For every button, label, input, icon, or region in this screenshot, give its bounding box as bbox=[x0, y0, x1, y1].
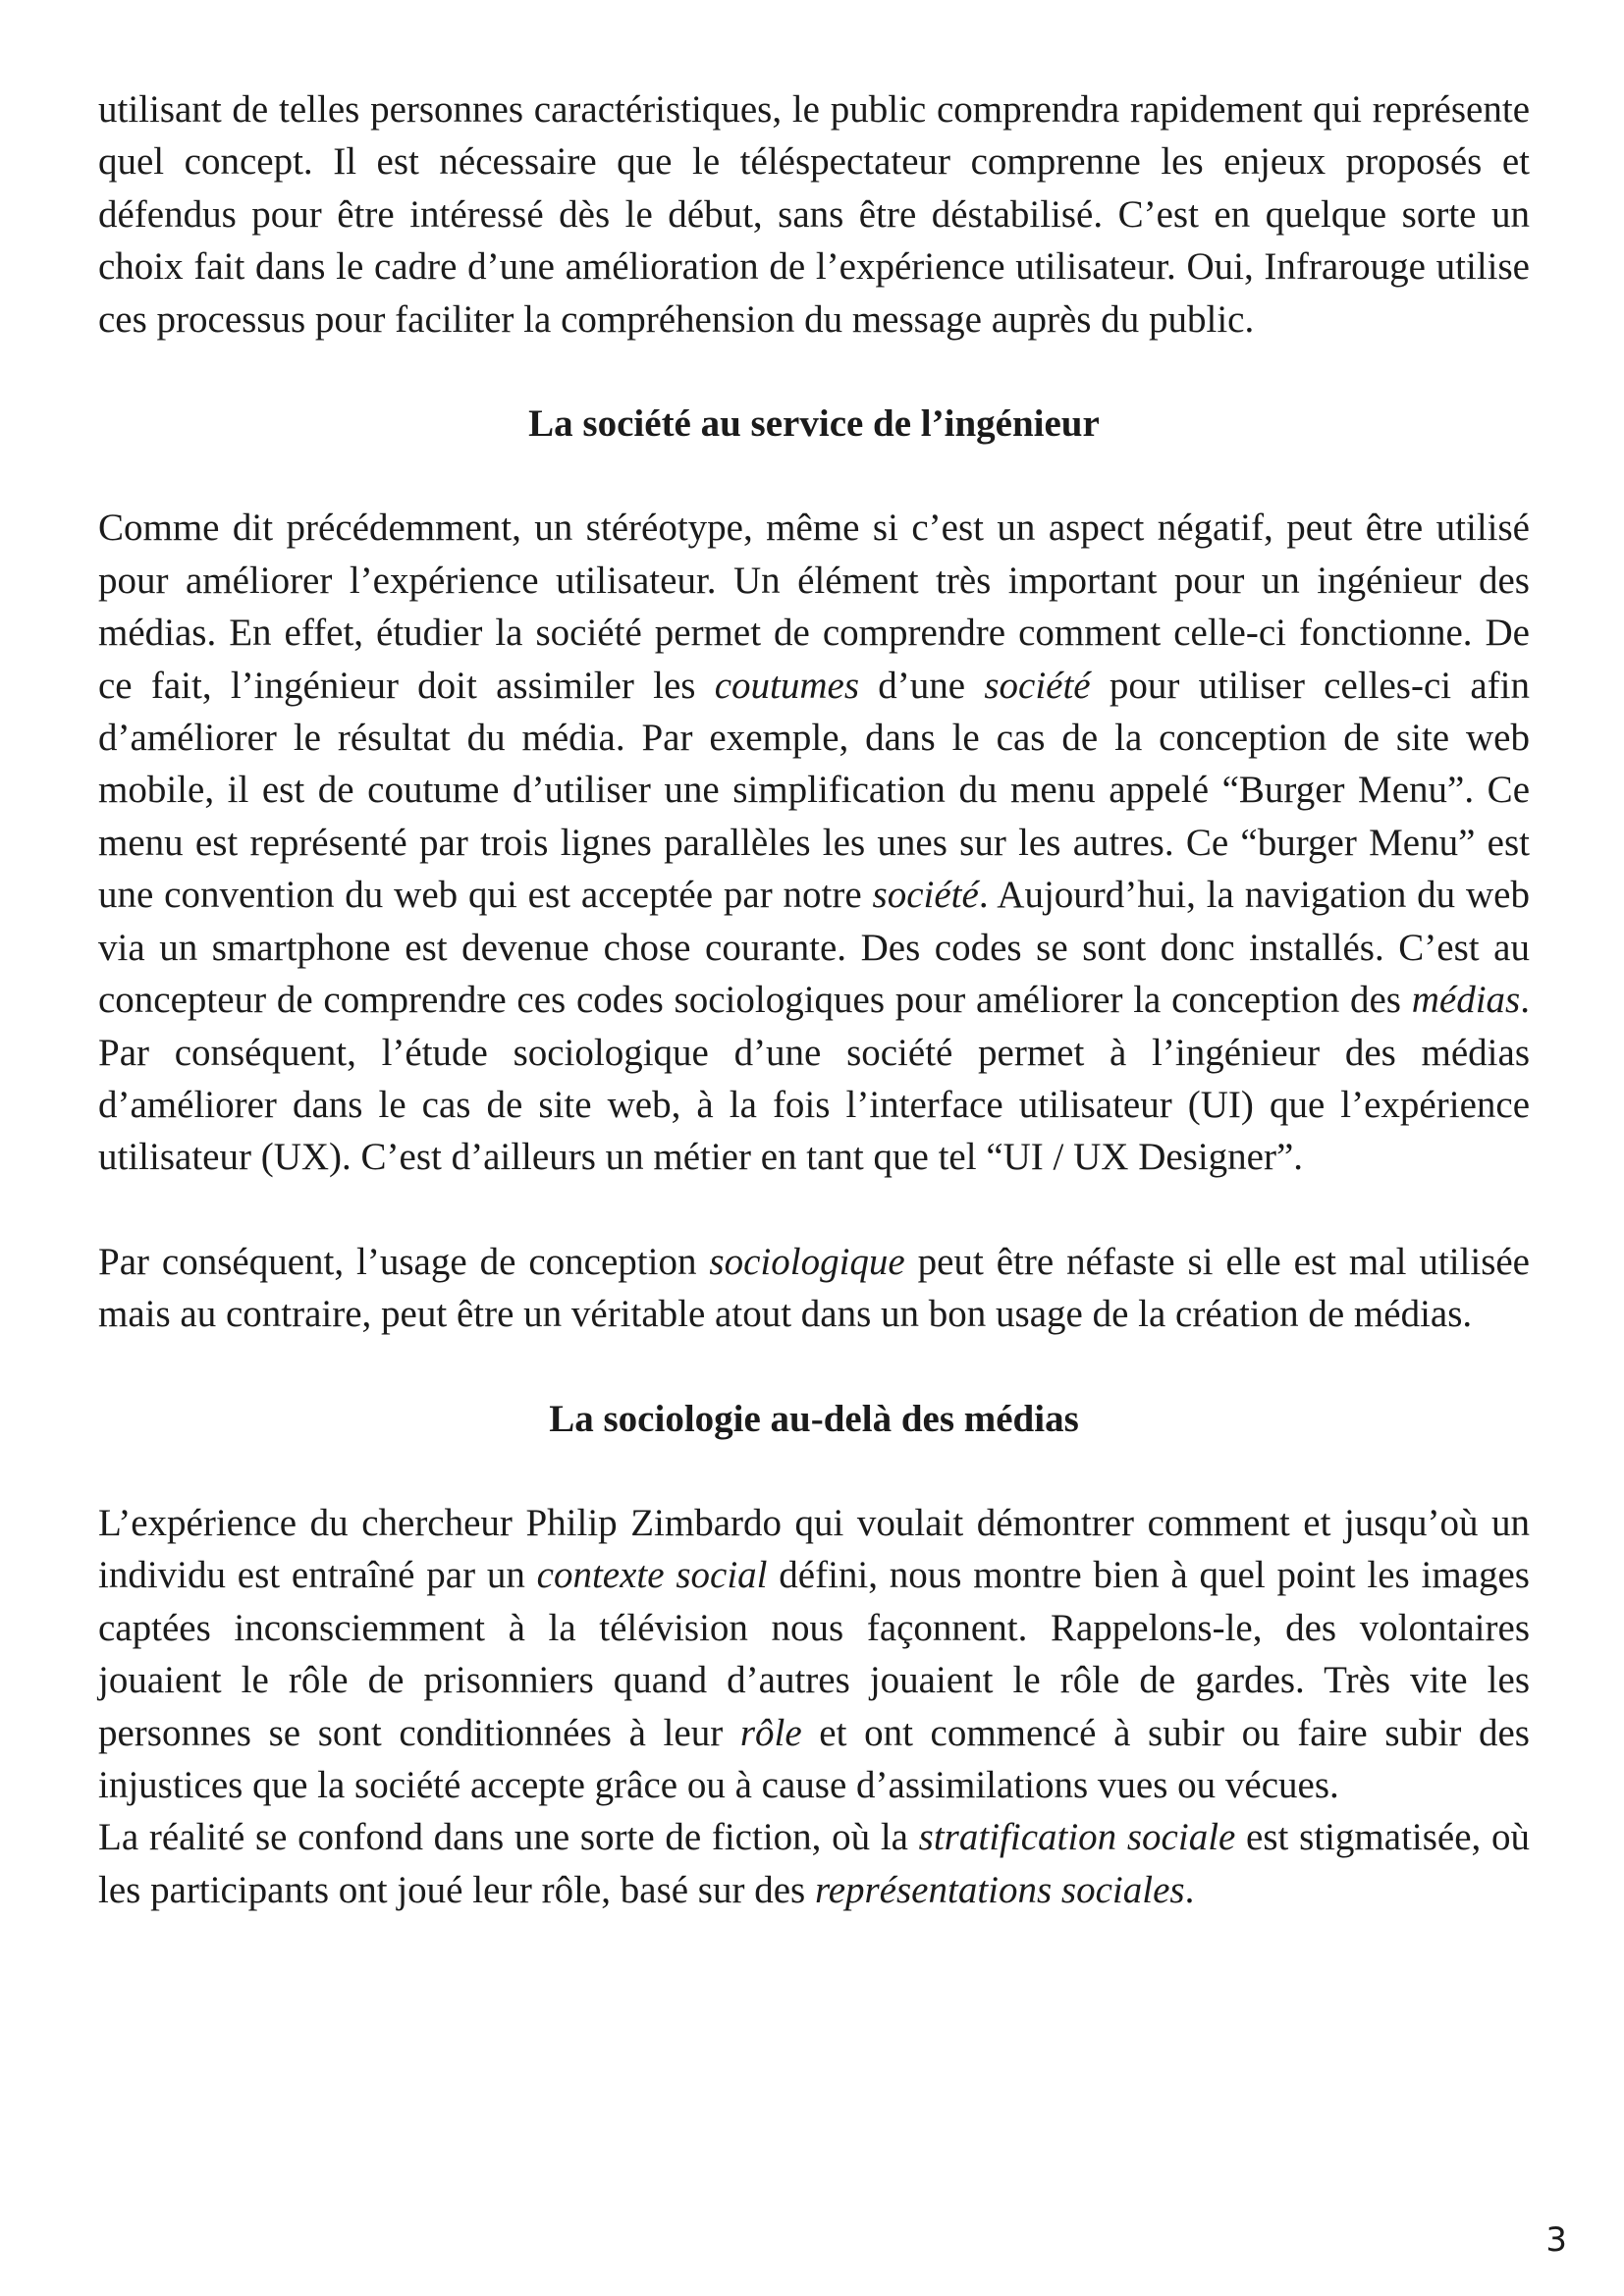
section-heading-sociologie-medias: La sociologie au-delà des médias bbox=[549, 1397, 1079, 1440]
paragraph-stereotype-ux bbox=[98, 502, 1530, 1183]
text-run: d’une bbox=[859, 664, 985, 707]
italic-term: rôle bbox=[739, 1711, 802, 1754]
text-run: pour utiliser celles-ci afin d’améliorer le résultat du média. Par exemple, dans le cas de la conception de site web mobile, il est de coutume d’utiliser une simplification du menu appelé “Burger Menu”. Ce menu est représenté par trois lignes parallèles les unes sur les autres. Ce “burger Menu” est une convention du web qui est acceptée par notre bbox=[98, 664, 1530, 917]
italic-term: société bbox=[984, 664, 1091, 707]
text-run: . Aujourd’hui, la navigation du web via un smartphone est devenue chose courante. Des codes se sont donc installés. C’est au concepteur de comprendre ces codes sociologiques pour améliorer la conception des bbox=[98, 874, 1530, 1022]
italic-term: représentations sociales bbox=[814, 1868, 1185, 1911]
document-page bbox=[98, 83, 1530, 1916]
text-run: La réalité se confond dans une sorte de fiction, où la bbox=[98, 1816, 919, 1859]
text-run: L’expérience du chercheur Philip Zimbardo qui voulait démontrer comment et jusqu’où un individu est entraîné par un bbox=[98, 1501, 1530, 1597]
paragraph-intro: utilisant de telles personnes caractéristiques, le public comprendra rapidement qui représente quel concept. Il est nécessaire que le téléspectateur comprenne les enjeux proposés et défendus pour être intéressé dès le début, sans être déstabilisé. C’est en quelque sorte un choix fait dans le cadre d’une amélioration de l’expérience utilisateur. Oui, Infrarouge utilise ces processus pour faciliter la compréhension du message auprès du public. bbox=[98, 88, 1530, 341]
text-run: est stigmatisée, où les participants ont joué leur rôle, basé sur des bbox=[98, 1816, 1530, 1911]
paragraph-realite-fiction bbox=[98, 1811, 1530, 1916]
italic-term: coutumes bbox=[714, 664, 860, 707]
text-run: . bbox=[1184, 1868, 1195, 1911]
text-run: Par conséquent, l’usage de conception bbox=[98, 1240, 710, 1283]
paragraph-zimbardo bbox=[98, 1497, 1530, 1811]
text-run: Comme dit précédemment, un stéréotype, même si c’est un aspect négatif, peut être utilisé pour améliorer l’expérience utilisateur. Un élément très important pour un ingénieur des médias. En effet, étudier la société permet de comprendre comment celle-ci fonctionne. De ce fait, l’ingénieur doit assimiler les bbox=[98, 507, 1530, 707]
italic-term: médias bbox=[1411, 979, 1521, 1022]
text-run: défini, nous montre bien à quel point les images captées inconsciemment à la télévision nous façonnent. Rappelons-le, des volontaires jouaient le rôle de prisonniers quand d’autres jouaient le rôle de gardes. Très vite les personnes se sont conditionnées à leur bbox=[98, 1554, 1530, 1754]
text-run: peut être néfaste si elle est mal utilisée mais au contraire, peut être un véritable atout dans un bon usage de la création de médias. bbox=[98, 1240, 1530, 1336]
italic-term: contexte social bbox=[536, 1554, 768, 1597]
italic-term: société bbox=[872, 874, 979, 917]
page-number: 3 bbox=[1545, 2220, 1567, 2260]
italic-term: sociologique bbox=[709, 1240, 905, 1283]
text-run: et ont commencé à subir ou faire subir des injustices que la société accepte grâce ou à cause d’assimilations vues ou vécues. bbox=[98, 1711, 1530, 1806]
section-heading-societe-ingenieur: La société au service de l’ingénieur bbox=[528, 402, 1100, 446]
italic-term: stratification sociale bbox=[918, 1816, 1236, 1859]
text-run: . Par conséquent, l’étude sociologique d’une société permet à l’ingénieur des médias d’améliorer dans le cas de site web, à la fois l’interface utilisateur (UI) que l’expérience utilisateur (UX). C’est d’ailleurs un métier en tant que tel “UI / UX Designer”. bbox=[98, 979, 1530, 1179]
paragraph-conclusion-conception bbox=[98, 1236, 1530, 1341]
